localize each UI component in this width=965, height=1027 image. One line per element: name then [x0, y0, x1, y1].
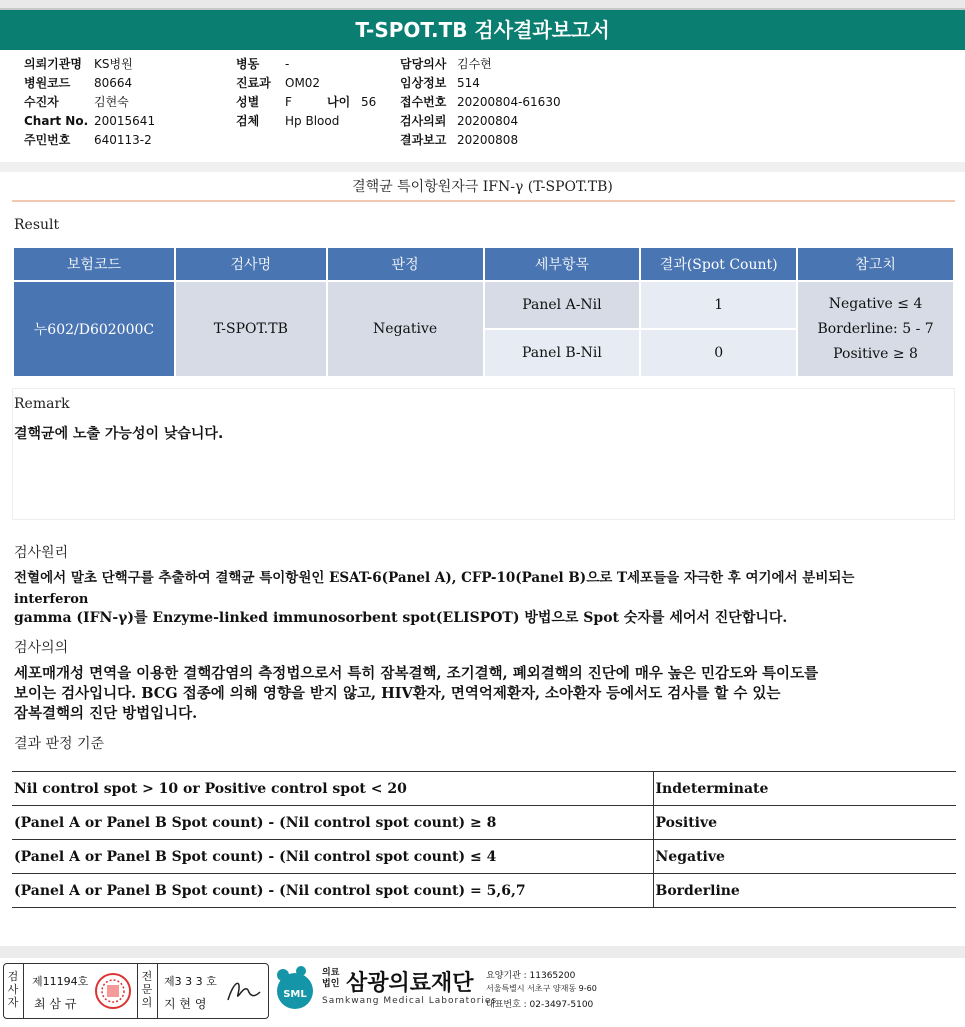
info-key: 검사의뢰 — [400, 114, 447, 128]
detail-item-cell: Panel B-Nil — [485, 330, 640, 376]
info-value: 김수현 — [457, 57, 492, 71]
criteria-condition: (Panel A or Panel B Spot count) - (Nil control spot count) ≤ 4 — [12, 840, 653, 874]
info-value: 20015641 — [94, 114, 156, 128]
criteria-result: Positive — [653, 806, 956, 840]
result-header-row — [14, 248, 953, 280]
meaning-line: 잠복결핵의 진단 방법입니다. — [14, 705, 198, 722]
header-judgement: 판정 — [328, 248, 483, 280]
info-value: 80664 — [94, 76, 133, 90]
criteria-condition: (Panel A or Panel B Spot count) - (Nil control spot count) = 5,6,7 — [12, 874, 653, 908]
specialist-label: 전문의 — [141, 970, 153, 1009]
info-col-2 — [236, 55, 376, 131]
info-col-3 — [400, 55, 561, 150]
info-value: 640113-2 — [94, 133, 152, 147]
meaning-line: 세포매개성 면역을 이용한 결핵감염의 측정법으로서 특히 잠복결핵, 조기결핵, 폐외결핵의 진단에 매우 높은 민감도와 특이도를 — [14, 665, 819, 682]
examiner-name: 최 삼 규 — [34, 997, 77, 1011]
info-key: 수진자 — [24, 95, 59, 109]
info-key: 병동 — [236, 57, 260, 71]
divider — [157, 964, 158, 1018]
reference-cell — [798, 282, 953, 376]
criteria-table — [12, 771, 956, 908]
header-reference: 참고치 — [798, 248, 953, 280]
principle-line: interferon — [14, 592, 89, 607]
criteria-condition: Nil control spot > 10 or Positive control spot < 20 — [12, 772, 653, 806]
org-phone: 대표번호 : 02-3497-5100 — [486, 1000, 594, 1010]
header-detail-item: 세부항목 — [485, 248, 640, 280]
reference-negative: Negative ≤ 4 — [828, 295, 923, 312]
info-key: 접수번호 — [400, 95, 447, 109]
spot-count-cell: 0 — [641, 330, 796, 376]
top-gap — [0, 0, 965, 8]
table-row — [12, 874, 956, 908]
insurance-code-cell: 누602/D602000C — [14, 282, 174, 376]
remark-text: 결핵균에 노출 가능성이 낮습니다. — [14, 426, 224, 442]
info-key: Chart No. — [24, 114, 89, 128]
info-value: Hp Blood — [285, 114, 340, 128]
info-value: 김현숙 — [94, 95, 129, 109]
criteria-result: Negative — [653, 840, 956, 874]
info-key: 성별 — [236, 95, 260, 109]
info-key: 결과보고 — [400, 133, 447, 147]
info-key: 진료과 — [236, 76, 271, 90]
sml-logo-text: SML — [283, 989, 307, 1000]
principle-line: gamma (IFN-γ)를 Enzyme-linked immunosorbent spot(ELISPOT) 방법으로 Spot 숫자를 세어서 진단합니다. — [14, 610, 788, 626]
org-name: 삼광의료재단 — [346, 971, 474, 996]
info-key: 담당의사 — [400, 57, 447, 71]
header-result: 결과(Spot Count) — [641, 248, 796, 280]
signature-icon — [224, 974, 264, 1008]
info-value: 514 — [457, 76, 480, 90]
institution-number: 요양기관 : 11365200 — [486, 971, 576, 981]
meaning-label: 검사의의 — [14, 640, 69, 656]
header-insurance-code: 보험코드 — [14, 248, 174, 280]
meaning-line: 보이는 검사입니다. BCG 접종에 의해 영향을 받지 않고, HIV환자, 면역억제환자, 소아환자 등에서도 검사를 할 수 있는 — [14, 685, 781, 702]
info-value: OM02 — [285, 76, 321, 90]
detail-item-cell: Panel A-Nil — [485, 282, 640, 328]
info-key: 의뢰기관명 — [24, 57, 82, 71]
remark-label: Remark — [14, 396, 70, 412]
criteria-label: 결과 판정 기준 — [14, 736, 105, 752]
criteria-condition: (Panel A or Panel B Spot count) - (Nil control spot count) ≥ 8 — [12, 806, 653, 840]
divider — [137, 964, 138, 1018]
header-test-name: 검사명 — [176, 248, 326, 280]
info-value: 20200808 — [457, 133, 519, 147]
org-prefix: 의료법인 — [322, 968, 340, 989]
footer-divider — [0, 946, 965, 958]
specialist-license: 제3 3 3 호 — [164, 975, 217, 988]
info-value: 20200804-61630 — [457, 95, 561, 109]
principle-label: 검사원리 — [14, 545, 69, 561]
criteria-result: Borderline — [653, 874, 956, 908]
org-address: 서울특별시 서초구 양재동 9-60 — [486, 984, 597, 993]
judgement-cell: Negative — [328, 282, 483, 376]
reference-positive: Positive ≥ 8 — [833, 345, 918, 362]
org-english-name: Samkwang Medical Laboratories — [322, 996, 498, 1006]
age-value: 56 — [361, 95, 377, 109]
section-subtitle: 결핵균 특이항원자극 IFN-γ (T-SPOT.TB) — [352, 179, 613, 195]
age-label: 나이 — [327, 95, 351, 109]
spot-count-cell: 1 — [641, 282, 796, 328]
info-key: 주민번호 — [24, 133, 71, 147]
info-value: KS병원 — [94, 57, 133, 71]
report-title: T-SPOT.TB 검사결과보고서 — [0, 8, 965, 50]
info-col-1 — [24, 55, 155, 150]
table-row — [12, 840, 956, 874]
test-name-cell: T-SPOT.TB — [176, 282, 326, 376]
divider — [23, 964, 24, 1018]
table-row — [12, 772, 956, 806]
examiner-license: 제11194호 — [32, 975, 89, 988]
section-divider — [0, 162, 965, 172]
info-value: F — [285, 95, 292, 109]
table-row — [14, 282, 953, 328]
result-table — [12, 246, 955, 378]
info-key: 병원코드 — [24, 76, 71, 90]
signature-box — [3, 963, 269, 1019]
subtitle-underline — [12, 200, 955, 202]
info-key: 검체 — [236, 114, 260, 128]
examiner-label: 검사자 — [7, 970, 19, 1009]
info-key: 임상정보 — [400, 76, 447, 90]
principle-line: 전혈에서 말초 단핵구를 추출하여 결핵균 특이항원인 ESAT-6(Panel A), CFP-10(Panel B)으로 T세포들을 자극한 후 여기에서 분비되는 — [14, 570, 855, 586]
info-value: - — [285, 57, 290, 71]
specialist-name: 지 현 영 — [164, 997, 207, 1011]
sml-logo-icon — [271, 965, 319, 1011]
reference-borderline: Borderline: 5 - 7 — [817, 320, 934, 337]
criteria-result: Indeterminate — [653, 772, 956, 806]
table-row — [12, 806, 956, 840]
remark-box — [12, 388, 955, 520]
result-label: Result — [14, 217, 60, 233]
seal-stamp-icon — [94, 972, 132, 1010]
info-value: 20200804 — [457, 114, 519, 128]
